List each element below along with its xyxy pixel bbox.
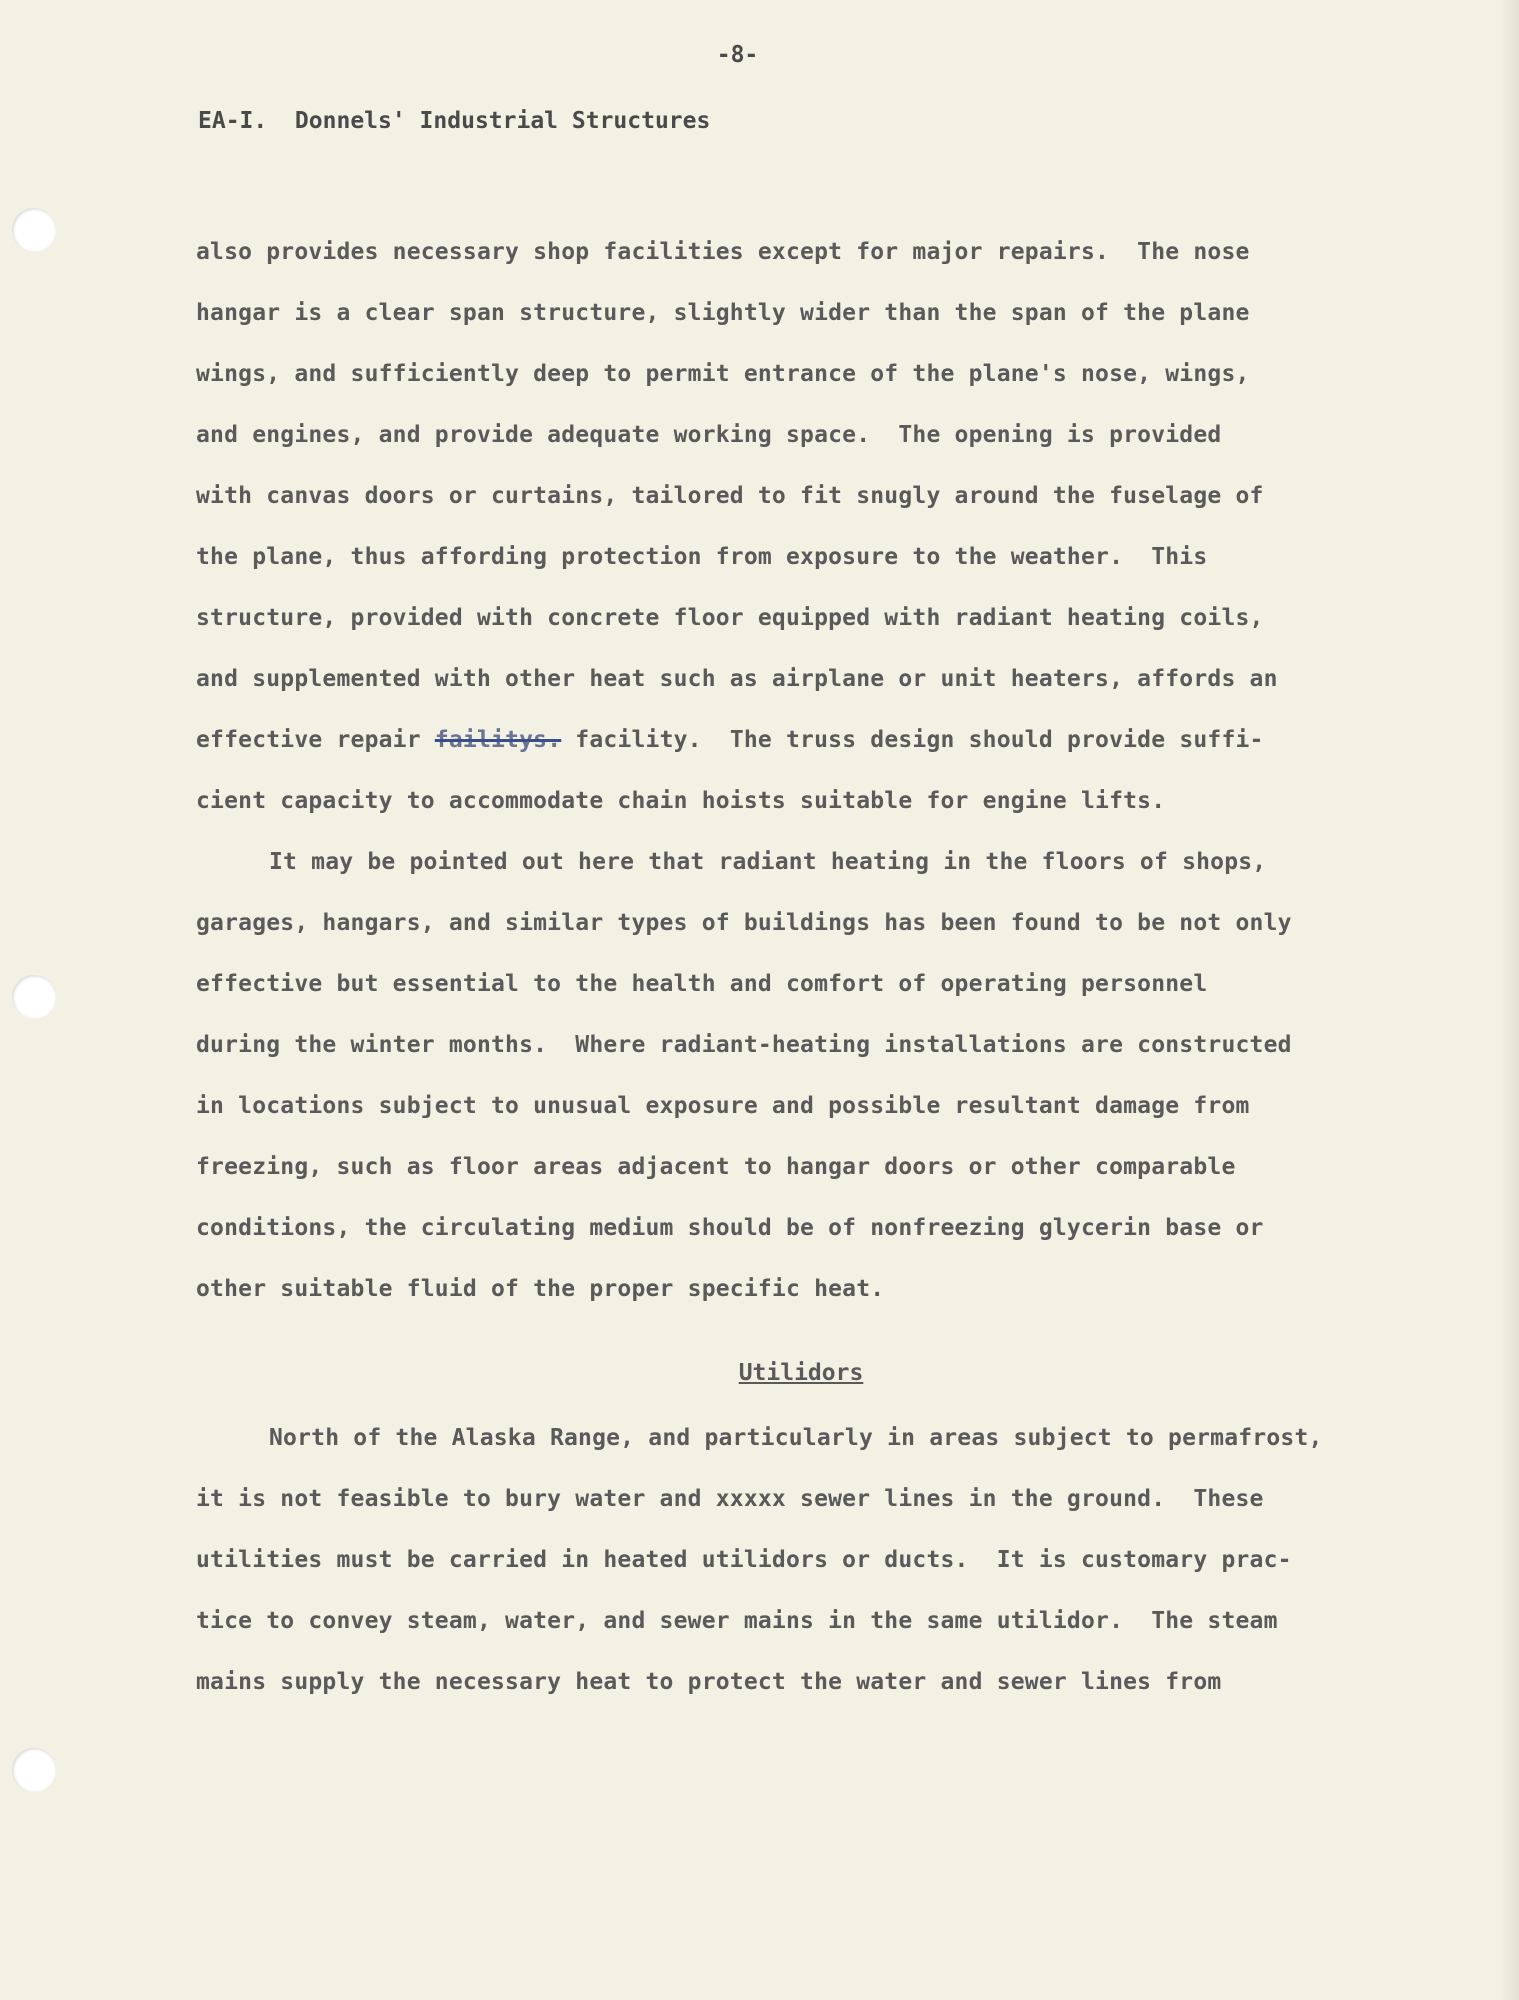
text-line: in locations subject to unusual exposure and possible resultant damage from bbox=[196, 1093, 1250, 1119]
text-line: tice to convey steam, water, and sewer mains in the same utilidor. The steam bbox=[196, 1608, 1278, 1634]
text-line: and supplemented with other heat such as airplane or unit heaters, affords an bbox=[196, 666, 1278, 692]
text-segment: effective repair bbox=[196, 727, 435, 753]
paragraph-3 bbox=[196, 1408, 1406, 1713]
text-line: during the winter months. Where radiant-heating installations are constructed bbox=[196, 1032, 1292, 1058]
text-line: North of the Alaska Range, and particularly in areas subject to permafrost, bbox=[269, 1425, 1323, 1451]
text-line: garages, hangars, and similar types of buildings has been found to be not only bbox=[196, 910, 1292, 936]
text-line: conditions, the circulating medium should be of nonfreezing glycerin base or bbox=[196, 1215, 1264, 1241]
text-line: utilities must be carried in heated utilidors or ducts. It is customary prac- bbox=[196, 1547, 1292, 1573]
text-line: it is not feasible to bury water and xxxxx sewer lines in the ground. These bbox=[196, 1486, 1264, 1512]
paragraph-1 bbox=[196, 222, 1406, 832]
text-line: structure, provided with concrete floor equipped with radiant heating coils, bbox=[196, 605, 1264, 631]
section-heading: Utilidors bbox=[738, 1360, 864, 1386]
punch-hole-middle bbox=[12, 975, 56, 1019]
text-line: effective but essential to the health and comfort of operating personnel bbox=[196, 971, 1208, 997]
text-line: It may be pointed out here that radiant heating in the floors of shops, bbox=[269, 849, 1267, 875]
text-line: cient capacity to accommodate chain hoists suitable for engine lifts. bbox=[196, 788, 1166, 814]
text-line: also provides necessary shop facilities except for major repairs. The nose bbox=[196, 239, 1250, 265]
page-edge-shadow bbox=[1499, 0, 1519, 2000]
text-line: hangar is a clear span structure, slightly wider than the span of the plane bbox=[196, 300, 1250, 326]
page-number: -8- bbox=[716, 42, 759, 68]
paragraph-2 bbox=[196, 832, 1406, 1320]
text-line: wings, and sufficiently deep to permit entrance of the plane's nose, wings, bbox=[196, 361, 1250, 387]
text-line: mains supply the necessary heat to protect the water and sewer lines from bbox=[196, 1669, 1222, 1695]
running-head: EA-I. Donnels' Industrial Structures bbox=[198, 108, 711, 134]
struck-out-word: failitys. bbox=[434, 727, 562, 753]
text-segment: facility. The truss design should provide suffi- bbox=[561, 727, 1264, 753]
text-line-with-correction bbox=[196, 710, 1406, 771]
punch-hole-bottom bbox=[12, 1748, 56, 1792]
text-line: with canvas doors or curtains, tailored to fit snugly around the fuselage of bbox=[196, 483, 1264, 509]
text-line: freezing, such as floor areas adjacent to hangar doors or other comparable bbox=[196, 1154, 1236, 1180]
body-text bbox=[196, 222, 1406, 1713]
text-line: the plane, thus affording protection from exposure to the weather. This bbox=[196, 544, 1208, 570]
punch-hole-top bbox=[12, 208, 56, 252]
text-line: and engines, and provide adequate working space. The opening is provided bbox=[196, 422, 1222, 448]
text-line: other suitable fluid of the proper specific heat. bbox=[196, 1276, 885, 1302]
